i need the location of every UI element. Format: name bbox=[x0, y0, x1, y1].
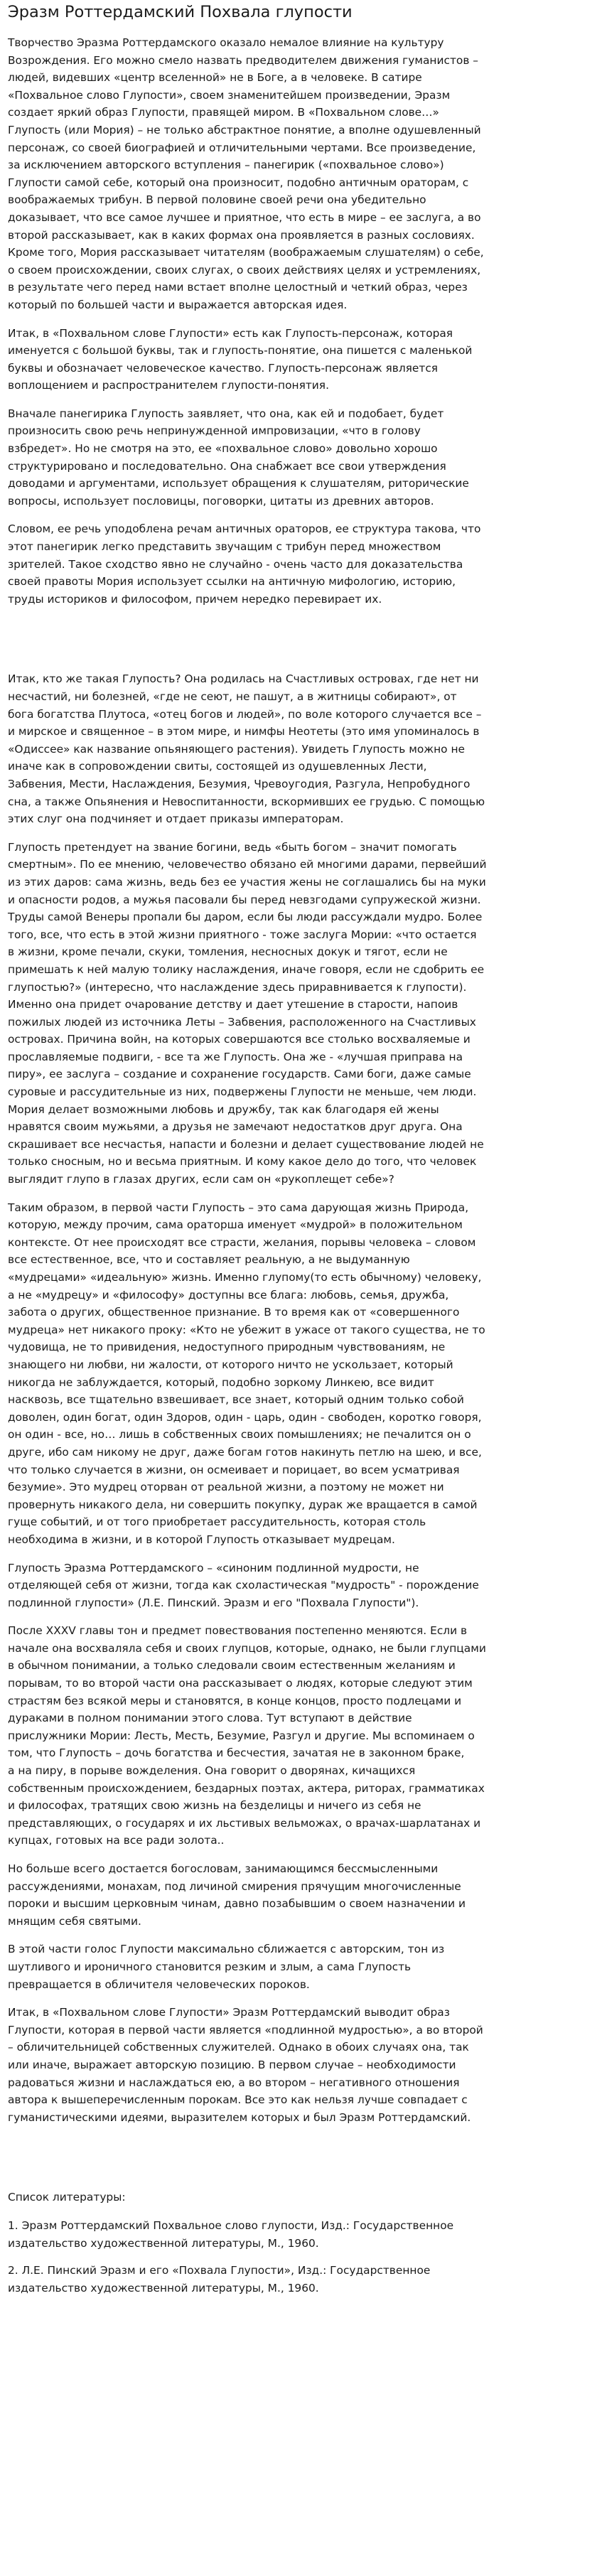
paragraph: Итак, в «Похвальном слове Глупости» есть как Глупость-персонаж, которая именуется с большой буквы, так и глупость-понятие, она пишется с маленькой буквы и обозначает человеческое качество. Глупость-персонаж является воплощением и распространителем глупости-понятия. bbox=[8, 326, 473, 392]
paragraph: Словом, ее речь уподоблена речам античных ораторов, ее структура такова, что этот панегирик легко представить звучащим с трибун перед множеством зрителей. Такое сходство явно не случайно - очень часто для доказательства своей правоты Мория использует ссылки на античную мифологию, историю, труды историков и философом, причем нередко перевирает их. bbox=[8, 522, 481, 606]
paragraph: Глупость Эразма Роттердамского – «синоним подлинной мудрости, не отделяющей себя от жизни, тогда как схоластическая "мудрость" - порождение подлинной глупости» (Л.Е. Пинский. Эразм и его "Похвала Глупости"). bbox=[8, 1561, 479, 1609]
reference-item: 1. Эразм Роттердамский Похвальное слово глупости, Изд.: Государственное издательство художественной литературы, М., 1960. bbox=[8, 2218, 454, 2250]
paragraph: Итак, кто же такая Глупость? Она родилась на Счастливых островах, где нет ни несчастий, ни болезней, «где не сеют, не пашут, а в житницы собирают», от бога богатства Плутоса, «отец богов и людей», по воле которого случается все – и мирское и священное – в этом мире, и нимфы Неотеты (это имя упоминалось в «Одиссее» как название опьяняющего растения). Увидеть Глупость можно не иначе как в сопровождении свиты, состоящей из одушевленных Лести, Забвения, Мести, Наслаждения, Безумия, Чревоугодия, Разгула, Непробудного сна, а также Опьянения и Невоспитанности, вскормивших ее грудью. С помощью этих слуг она подчиняет и отдает приказы императорам. bbox=[8, 672, 485, 826]
references-heading: Список литературы: bbox=[8, 2191, 126, 2204]
page-title: Эразм Роттердамский Похвала глупости bbox=[8, 3, 353, 21]
paragraph: Итак, в «Похвальном слове Глупости» Эразм Роттердамский выводит образ Глупости, которая в первой части является «подлинной мудростью», а во второй – обличительницей собственных служителей. Однако в обоих случаях она, так или иначе, выражает авторскую позицию. В первом случае – необходимости радоваться жизни и наслаждаться ею, а во втором – негативного отношения автора к вышеперечисленным порокам. Все это как нельзя лучше совпадает с гуманистическими идеями, выразителем которых и был Эразм Роттердамский. bbox=[8, 2006, 483, 2124]
paragraph: Творчество Эразма Роттердамского оказало немалое влияние на культуру Возрождения. Его можно смело назвать предводителем движения гуманистов – людей, видевших «центр вселенной» не в Боге, а в человеке. В сатире «Похвальное слово Глупости», своем знаменитейшем произведении, Эразм создает яркий образ Глупости, правящей миром. В «Похвальном слове…» Глупость (или Мория) – не только абстрактное понятие, а вполне одушевленный персонаж, со своей биографией и отличительными чертами. Все произведение, за исключением авторского вступления – панегирик («похвальное слово») Глупости самой себе, который она произносит, подобно античным ораторам, с воображаемых трибун. В первой половине своей речи она убедительно доказывает, что все самое лучшее и приятное, что есть в мире – ее заслуга, а во второй рассказывает, как в каких формах она проявляется в разных сословиях. Кроме того, Мория рассказывает читателям (воображаемым слушателям) о себе, о своем происхождении, своих слугах, о своих действиях целях и устремлениях, в результате чего перед нами встает вполне целостный и четкий образ, через который по большей части и выражается авторская идея. bbox=[8, 36, 484, 311]
paragraph: Но больше всего достается богословам, занимающимся бессмысленными рассуждениями, монахам, под личиной смирения прячущим многочисленные пороки и высшим церковным чинам, давно позабывшим о своем назначении и мнящим себя святыми. bbox=[8, 1862, 466, 1928]
spacer bbox=[8, 2137, 595, 2189]
paragraph: В этой части голос Глупости максимально сближается с авторским, тон из шутливого и ироничного становится резким и злым, а сама Глупость превращается в обличителя человеческих пороков. bbox=[8, 1943, 445, 1991]
paragraph: Глупость претендует на звание богини, ведь «быть богом – значит помогать смертным». По ее мнению, человечество обязано ей многими дарами, первейший из этих даров: сама жизнь, ведь без ее участия жены не соглашались бы на муки и опасности родов, а мужья пасовали бы перед невзгодами супружеской жизни. Труды самой Венеры пропали бы даром, если бы люди рассуждали мудро. Более того, все, что есть в этой жизни приятного - тоже заслуга Мории: «что остается в жизни, кроме печали, скуки, томления, несносных докук и тягот, если не примешать к ней малую толику наслаждения, иначе говоря, если не сдобрить ее глупостью?» (интересно, что наслаждение здесь приравнивается к глупости). Именно она придет очарование детству и дает утешение в старости, напоив пожилых людей из источника Леты – Забвения, расположенного на Счастливых островах. Причина войн, на которых совершаются все столько восхваляемые и прославляемые подвиги, - все та же Глупость. Она же - «лучшая приправа на пиру», ее заслуга – создание и сохранение государств. Сами боги, даже самые суровые и рассудительные из них, подвержены Глупости не меньше, чем люди. Мория делает возможными любовь и дружбу, так как благодаря ей жены нравятся своим мужьями, а друзья не замечают недостатков друг друга. Она скрашивает все несчастья, напасти и болезни и делает существование людей не только сносным, но и весьма приятным. И кому какое дело до того, что человек выглядит глупо в глазах других, если сам он «рукоплещет себе»? bbox=[8, 840, 487, 1186]
reference-item: 2. Л.Е. Пинский Эразм и его «Похвала Глупости», Изд.: Государственное издательство художественной литературы, М., 1960. bbox=[8, 2264, 431, 2295]
paragraph: Таким образом, в первой части Глупость – это сама дарующая жизнь Природа, которую, между прочим, сама ораторша именует «мудрой» в положительном контексте. От нее происходят все страсти, желания, порывы человека – словом все естественное, все, что и составляет реальную, а не выдуманную «мудрецами» «идеальную» жизнь. Именно глупому(то есть обычному) человеку, а не «мудрецу» и «философу» доступны все блага: любовь, семья, дружба, забота о других, общественное признание. В то время как от «совершенного мудреца» нет никакого проку: «Кто не убежит в ужасе от такого существа, не то чудовища, не то привидения, недоступного природным чувствованиям, не знающего ни любви, ни жалости, от которого ничто не ускользает, который никогда не заблуждается, который, подобно зоркому Линкею, все видит насквозь, все тщательно взвешивает, все знает, который одним только собой доволен, один богат, один Здоров, один - царь, один - свободен, коротко говоря, он один - все, но… лишь в собственных своих помышлениях; не печалится он о друге, ибо сам никому не друг, даже богам готов накинуть петлю на шею, и все, что только случается в жизни, он осмеивает и порицает, во всем усматривая безумие». Это мудрец оторван от реальной жизни, а поэтому не может ни провернуть никакого дела, ни совершить покупку, дурак же вращается в самой гуще событий, и от того приобретает рассудительность, которая столь необходима в жизни, и в которой Глупость отказывает мудрецам. bbox=[8, 1201, 485, 1546]
paragraph: После XXXV главы тон и предмет повествования постепенно меняются. Если в начале она восхваляла себя и своих глупцов, которые, однако, не были глупцами в обычном понимании, а только следовали своим естественным желаниям и порывам, то во второй части она рассказывает о людях, которые следуют этим страстям без всякой меры и становятся, в конце концов, просто подлецами и дураками в полном понимании этого слова. Тут вступают в действие прислужники Мории: Лесть, Месть, Безумие, Разгул и другие. Мы вспоминаем о том, что Глупость – дочь богатства и бесчестия, зачатая не в законном браке, а на пиру, в порыве вожделения. Она говорит о дворянах, кичащихся собственным происхождением, бездарных поэтах, актера, риторах, грамматиках и философах, тратящих свою жизнь на безделицы и ничего из себя не представляющих, о государях и их льстивых вельможах, о врачах-шарлатанах и купцах, готовых на все ради золота.. bbox=[8, 1624, 486, 1847]
spacer bbox=[8, 618, 595, 670]
paragraph: Вначале панегирика Глупость заявляет, что она, как ей и подобает, будет произносить свою речь непринужденной импровизации, «что в голову взбредет». Но не смотря на это, ее «похвальное слово» довольно хорошо структурировано и последовательно. Она снабжает все свои утверждения доводами и аргументами, использует обращения к слушателям, риторические вопросы, использует пословицы, поговорки, цитаты из древних авторов. bbox=[8, 407, 469, 508]
